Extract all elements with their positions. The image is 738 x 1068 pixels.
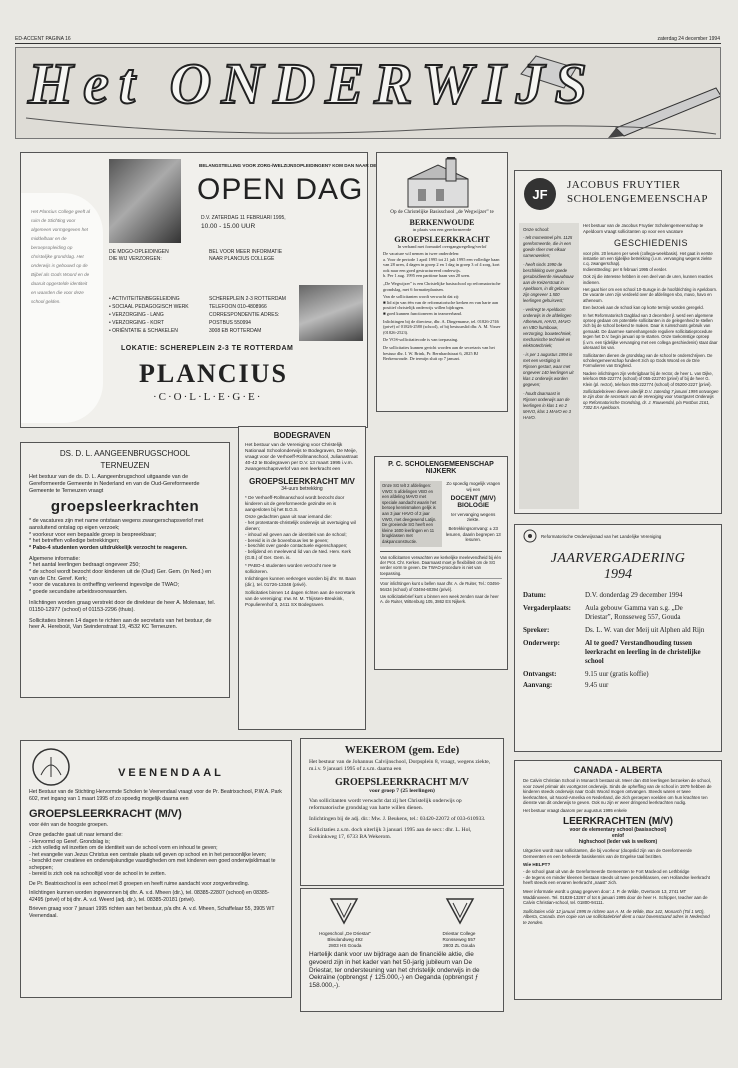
canada-help-label: Wie HELPT? xyxy=(523,862,551,868)
veenendaal-logo xyxy=(31,747,71,787)
veenendaal-heading: GROEPSLEERKRACHT (M/V) xyxy=(29,808,182,821)
wekerom-heading: GROEPSLEERKRACHT M/V xyxy=(335,777,469,788)
wekerom-body: Van sollicitanten wordt verwacht dat zij het Christelijk onderwijs op reformatorische grondslag van harte willen dienen. Inlichtingen bij de adj. dir.: Mw. J. Beukens, tel.: 03420-22072 of 033-610933. Sollicitaties z.s.m. doch uiterlijk 3 januari 1995 aan de secr.: dhr. L. Hol, Evekinkweg 17, 6733 BA Wekerom. xyxy=(309,798,486,840)
plancius-logo: PLANCIUS xyxy=(139,359,288,388)
berkenwoude-sub: in plaats van een gereformeerde xyxy=(412,227,472,232)
canada-heading: LEERKRACHTEN (M/V) xyxy=(563,815,673,827)
veenendaal-body: Onze gedachte gaat uit naar iemand die: - Hervormd op Geref. Grondslag is; - zich volledig wil inzetten om de identiteit van de school vorm en inhoud te geven; - het evangelie van Jezus Christus een centrale plaats wil geven op school en in het persoonlijke leven; - beschikt over creatieve en onderwijskundige vaardigheden om met kinderen een goed onderwijsklimaat te scheppen; - bereid is zich ook na schooltijd voor de school in te zetten. De Pr. Beatrixschool is een school met 8 groepen en heeft ruime aandacht voor zorgverbreding. Inlichtingen kunnen worden ingewonnen bij dhr. A. v.d. Mheen (dir.), tel. 08385-22807 (school) en 08385-42495 (privé) of bij dhr. A. v.d. Weerd (adj. dir.), tel. 08385-20181 (privé). Brieven graag voor 7 januari 1995 richten aan het bestuur, p/a dhr. A. v.d. Mheen, Schaffelaar 55, 3905 WT Veenendaal. xyxy=(29,832,276,919)
nijkerk-title1: P. C. SCHOLENGEMEENSCHAP xyxy=(388,461,494,468)
header-rule xyxy=(15,43,721,44)
plancius-info-right: BEL VOOR MEER INFORMATIE NAAR PLANCIUS COLLEGE xyxy=(209,249,283,262)
driestar-left-address: Hogeschool „De Driestar” Bleulandweg 492 2803 HS Gouda xyxy=(319,931,371,948)
canada-sub1: voor de elementary school (basisschool) xyxy=(569,826,667,833)
plancius-photo-bottom xyxy=(299,285,363,341)
nijkerk-right-col: Zo spoedig mogelijk vragen wij een DOCENT (M/V) BIOLOGIE ter vervanging wegens ziekte. Betrekkingsomvang: ± 23 lesuren, daarin begrepen 13 lesuren. xyxy=(445,481,501,543)
canada-request: Het bestuur vraagt daarom per augustus 1995 enkele xyxy=(523,807,627,813)
canada-info: Meer informatie wordt u graag gegeven door: J. P. de Wilde, Overtoom 13, 2741 MT Waddinxveen. Tel. 01828-13267 of tot 6 januari 1995 door de heer H. Schipper, teacher aan de Calvin Christian-school, tel. 01800-94111. xyxy=(523,888,708,906)
fruytier-intro: Het bestuur van de Jacobus Fruytier Scholengemeenschap te Apeldoorn vraagt sollicitanten op voor een vacature xyxy=(583,223,704,234)
canada-body1: Uitgezien wordt naar sollicitanten, die bij voorkeur (doopslid zijn van de Gereformeerde Gemeenten en een beheerde basiskennis van de Engelse taal bezitten. xyxy=(523,847,692,859)
canada-sub3: highschool (leder vak is welkom) xyxy=(578,838,658,845)
canada-intro: De Calvin Christian School in Monarch bestaat uit. Meer dan 450 leerlingen bezoeken de school, voor zowel primair als voortgezet onderwijs. Sinds de opheffing van de school in 1979 hebben de kinderen steeds onderwijs naar Gods Woord mogen ontvangen. Steeds waren er twee leerkrachten, uit Noord-Amerika en Nederland, die zich geroepen voelden om hun krachten ten dienste van dit onderwijs te geven. Ook nu zijn er weer dringend leerkrachten nodig. xyxy=(523,778,712,806)
bodegraven-body: * De Verhoeff-Rollmanschool wordt bezocht door kinderen uit de gereformeerde gezindte en is aangesloten bij het B.G.S. Onze gedachten gaan uit naar iemand die: - het protestants-christelijk onderwijs uit overtuiging wil dienen; - inhoud wil geven aan de identiteit van de school; - bereid is in de bovenbouw les te geven; - beschikt over goede contactuele eigenschappen; - belijdend en meelevend lid van de Ned. Herv. Kerk (G.B.) of Ger. Gem. is. * PABO-4 studenten worden verzocht mee te solliciteren. Inlichtingen kunnen verkregen worden bij dhr. W. Baan (dir.), tel. 01726-13348 (privé). Sollicitaties binnen 14 dagen richten aan de secretaris van de vereniging: mw. M. M. Thijssen-Breukink, Populierenhof 3, 2411 SX Bodegraven. xyxy=(245,495,357,607)
aangeenbrug-intro: Het bestuur van de ds. D. L. Aangeenbrugschool uitgaande van de Gereformeerde Gemeente in Nederland en van de Oud-Gereformeerde Gemeente te Terneuzen vraagt xyxy=(29,474,200,494)
plancius-time: 10.00 - 15.00 UUR xyxy=(201,223,256,230)
driestar-ad xyxy=(300,888,504,1012)
jaarvergadering-org-row xyxy=(523,529,713,543)
wekerom-intro: Het bestuur van de Johannus Calvijnschool, Dorpsplein 8, vraagt, wegens ziekte, m.i.v. 9 januari 1995 of z.s.m. daarna een xyxy=(309,759,491,772)
page-header-date: zaterdag 24 december 1994 xyxy=(657,36,720,42)
canada-closing: Sollicitaties vóór 12 januari 1995 te richten aan A. M. de Wilde, Box 142, Monarch (Tol 1 MO), Alberta, Canada. Een copie van uw sollicitatiebrief dient u naar bovenstaand adres in Nederland te zenden. xyxy=(523,908,710,925)
fruytier-side-label: Onze school: xyxy=(523,227,550,232)
svg-text:JF: JF xyxy=(532,187,548,202)
plancius-side-panel xyxy=(21,193,103,423)
berkenwoude-intro: Op de Christelijke Basisschool „de Wegwijzer” te xyxy=(390,209,494,215)
jaarvergadering-table: Datum: D.V. donderdag 29 december 1994 Vergaderplaats: Aula gebouw Gamma van s.g. „De Driestar”, Ronsseweg 557, Gouda Spreker: Ds. L. W. van der Meij uit Alphen ald Rijn Onderwerp: Al te goed? Verstandhouding tussen leerkracht en leerling in de christelijke school Ontvangst: 9.15 uur (gratis koffie) Aanvang: 9.45 uur xyxy=(523,591,705,689)
fruytier-body: voor plm. 20 lesuren per week (collega-weekbasis). Het gaat in eerste instantie om een tijdelijke betrekking (i.v.m. vervanging wegens ziekte c.q. zwangerschap). Indiensttreding: per 6 februari 1995 of eerder. Ook zij die interesse hebben in een deel van de uren, kunnen reacties indienen. Het gaat hier om een school 10-Suruge in de hoofdrichting in Apeldoorn. De vacante uren zijn verdeeld over de afdelingen vbo, mavo, havo en atheneum. Een bezoek aan de school kan op korte termijn worden geregeld. In het Reformatorisch Dagblad van 3 december jl. werd een algemene oproep gedaan om potentiële sollicitanten in de gelegenheid te stellen zich bij de school bekend te maken. Daar is ruimschoots gebruik van gemaakt. De daarmee samenhangende reguliere sollicitatieprocedure tegen het D.V. begin januari op te starten. Onze toekomstige oproep (i.v.m. een tijdelijke vervanging met een collega geschiedenis) staat daar uiteraard los van. Sollicitanten dienen de grondslag van de school te onderschrijven. De scholengemeenschap fundeert zich op Gods Woord en de Drie Formulieren van Enigheid. Nadere inlichtingen zijn verkrijgbaar bij de rector, de heer L. van Dijke, telefoon 055-222774 (school) of 055-222740 (privé) of bij de heer G. Klein (pl. rector), telefoon 055-222774 (school) of 05200-2227 (privé). Sollicitatiebrieven dienen uiterlijk D.V. zaterdag 7 januari 1995 ontvangen te zijn door de secretaris van de Vereniging voor Voortgezet Onderwijs op Reformatorische Grondslag, dr. J. Rouwendal, p/a Postbus 2161, 7302 EA Apeldoorn. xyxy=(583,250,719,411)
canada-list: - de school gaat uit van de Gereformeerde Gemeenten te Fort Macleod en Lethbridge - de tegens en minder kleenen bestaan steeds uit twee pendelklassen, een Hollandse leerkracht heeft steeds een ervaren leerkracht „naast” zich. xyxy=(523,869,710,886)
jaarvergadering-year: 1994 xyxy=(604,567,632,582)
aangeenbrug-list: * de vacatures zijn met name ontstaan wegens zwangerschapsverlof met aansluitend ontslag op eigen verzoek; * voorkeur voor een bepaalde groep is bespreekbaar; * het betreffen volledige betrekkingen; * Pabo-4 studenten worden uitdrukkelijk verzocht te reageren. xyxy=(29,518,204,552)
berkenwoude-sub2: In verband met formatiel overgangsregeling/verlof xyxy=(397,244,487,249)
jaarvergadering-org: Reformatorische Onderwijsraad van het Landelijke Vereniging xyxy=(541,533,662,539)
plancius-info-left: DE MDGO-OPLEIDINGEN DIE WIJ VERZORGEN: xyxy=(109,249,169,262)
driestar-right-address: Driestar College Ronsseweg 557 2803 ZL Gouda xyxy=(442,931,476,948)
masthead-title: Het ONDERWIJS xyxy=(28,51,597,116)
canada-sub2: en/of xyxy=(612,832,624,839)
veenendaal-ad xyxy=(20,740,292,998)
bodegraven-ad xyxy=(238,426,366,730)
wekerom-ad xyxy=(300,738,504,886)
nijkerk-left-col: Onze SG telt 2 afdelingen: VWO: 5 afdelingen VBO en een afdeling MAVO met speciale aandacht waarin het beroep kennismaken gelijk is aan 3 jaar HAVO of 2 jaar VWO, met deegewend Latijn. De groeiende SG heeft een kleine 1600 leerlingen en 11 brugklassen met dakpanconstructie. xyxy=(380,481,442,547)
veenendaal-intro: Het Bestuur van de Stichting Hervormde Scholen te Veenendaal vraagt voor de Pr. Beatrixschool, P.W.A. Park 602, met ingang van 1 maart 1995 of zo spoedig mogelijk daarna een xyxy=(29,789,282,802)
fruytier-name1: JACOBUS FRUYTIER xyxy=(567,179,681,191)
canada-title: CANADA - ALBERTA xyxy=(573,765,663,775)
canada-ad xyxy=(514,760,722,1000)
nijkerk-heading: DOCENT (M/V) BIOLOGIE xyxy=(450,495,496,510)
page-header-left: ED-ACCENT PAGINA 16 xyxy=(15,36,71,42)
fruytier-name2: SCHOLENGEMEENSCHAP xyxy=(567,193,709,205)
plancius-logo-sub: ·C·O·L·L·E·G·E· xyxy=(153,391,263,403)
driestar-college-logo xyxy=(445,895,475,925)
jaarvergadering-ad xyxy=(514,524,722,752)
aangeenbrug-general: Algemene informatie: xyxy=(29,555,80,562)
fruytier-main xyxy=(583,223,719,411)
berkenwoude-title: GROEPSLEERKRACHT xyxy=(394,234,490,244)
plancius-side-text: Het Plancius College geeft al ruim de Stichting voor algemeen vormgegeven het middelbaar en de beroepsopleiding op christelijke grondslag. Het onderwijs is gebouwd op de Bijbel als Gods Woord en de daaruit opgestelde identiteit en waarden die voor deze school gelden. xyxy=(31,209,90,304)
plancius-courses: • ACTIVITEITENBEGELEIDING • SOCIAAL PEDAGOGISCH WERK • VERZORGING - LANG • VERZORGING - KORT • ORIËNTATIE & SCHAKELEN xyxy=(109,296,189,334)
driestar-hogeschool-logo xyxy=(329,895,359,925)
church-drawing xyxy=(402,157,482,209)
wekerom-sub: voor groep 7 (25 leerlingen) xyxy=(369,788,435,794)
fruytier-side-list: - telt momenteel plm. 1125 gereformeerde, die in een goede sfeer met elkaar samenwerken; - heeft sinds 1990 de beschikking over goede gesubsidieerde nieuwbouw aan de Keizerstraat in Apeldoorn, in dit gebouw zijn ongeveer 1.500 leerlingen gehuisvest; - verkregt te Apeldoorn onderwijs in de afdelingen Atheneum, HAVO, MAVO en VBO humbouw, verzorging, bouwtechniek, mechanische techniek en elektrotechniek; - is per 1 augustus 1994 in met een vestiging in Rijssen gestart, waar met ongeveer 140 leerlingen uit klas 1 onderwijs worden gegeven; - houdt daarnaast in Rijssen onderwijs aan de leerlingen in klas 1 en 2 MAVO, klas 1 MAVO en 3 HAVO. xyxy=(523,235,574,421)
fruytier-logo xyxy=(523,177,557,211)
aangeenbrug-closing: Sollicitaties binnen 14 dagen te richten aan de secretaris van het bestuur, de heer A. Hereboút, Van Swindenstraat 19, 4532 KC Terneuzen. xyxy=(29,617,212,631)
plancius-ad xyxy=(20,152,377,428)
aangeenbrug-title1: DS. D. L. AANGEENBRUGSCHOOL xyxy=(59,449,191,458)
aangeenbrug-heading: groepsleerkrachten xyxy=(50,498,200,515)
plancius-tagline: BELANGSTELLING VOOR ZORG-/WELZIJNSOPLEIDINGEN? KOM DAN NAAR DE xyxy=(199,163,377,168)
plancius-location: LOKATIE: SCHEREPLEIN 2-3 TE ROTTERDAM xyxy=(121,345,294,352)
fruytier-sidebar xyxy=(519,223,579,509)
bodegraven-title: BODEGRAVEN xyxy=(273,431,331,440)
berkenwoude-body: De vacature wil nemen in twee onderdelen: a. Voor de periode 1 april 1995 tot 21 juli 1995 een volledige baan van 28 uren, 4 dagen in groep 2 en 1 dag in groep 3 of 4 zorg, kort ook naar een goed gestructureerd onderwijs. b. Per 1 aug. 1995 een parttime baan van 20 uren. „De Wegwijzer” is een Christelijke basisschool op reformatorische grondslag, met 6 formatieplaatsen. Van de sollicitanten wordt verwacht dat zij: ■ lid zijn van één van de reformatorische kerken en van harte aan positief christelijk onderwijs willen bijdragen. ■ goed kunnen functioneren in teamverband. Inlichtingen bij de directeur, dhr. A. Dingemanse, tel. 01826-2746 (privé) of 01826-2580 (school), of bij bestuurslid dhr. A. M. Visser (01826-2523). De VOS-sollicitatiecode is van toepassing. De sollicitaties kunnen gericht worden aan de secretaris van het bestuur dhr. I. W. Brink, Pr. Bernhardstraat 6, 2825 BJ Berkenwoude. De termijn sluit op 7 januari. xyxy=(383,251,501,362)
veenendaal-sub: voor één van de hoogste groepen. xyxy=(29,822,109,829)
nijkerk-ad xyxy=(374,456,508,670)
aangeenbrug-title2: TERNEUZEN xyxy=(100,461,150,470)
fruytier-ad xyxy=(514,170,722,514)
driestar-body: Hartelijk dank voor uw bijdrage aan de financiële aktie, die gevoerd zijn in het kader van het 50-jarig jubileum van De Driestar, ter ondersteuning van het christelijk onderwijs in de Oekraïne (opbrengst ƒ 125.000,-) en Oeganda (opbrengst ƒ 158.000,-). xyxy=(309,951,480,990)
bodegraven-intro: Het bestuur van de Vereniging voor Christelijk Nationaal Schoolonderwijs te Bodegraven, De Meije, vraagt voor de Verhoeff-Rollmanschool, Julianastraat 40-42 te Bodegraven per D.V. 13 maart 1995 i.v.m. zwangerschapsverlof van een leerkracht een xyxy=(245,443,358,472)
plancius-date: D.V. ZATERDAG 11 FEBRUARI 1995, xyxy=(201,215,286,221)
berkenwoude-ad xyxy=(376,152,508,412)
wekerom-title: WEKEROM (gem. Ede) xyxy=(344,744,460,756)
nijkerk-body: Van sollicitanten verwachten we kerkelijke meelevendheid bij één der Prot. Chr. Kerken. Daarnaast moet je flexibiliteit om de SG verder vorm te geven. De TWAO-procedure is niet van toepassing. Voor inlichtingen kunt u bellen naar dhr. A. de Ruiter, Tel.: 03494-56434 (school) of 03494-60394 (privé). Uw sollicitatiebrief kunt u binnen een week zenden naar de heer A. de Ruiter, Wittenburg 105, 3862 ES Nijkerk. xyxy=(380,551,502,605)
bodegraven-sub: 34-uurs betrekking xyxy=(281,486,323,492)
nijkerk-title2: NIJKERK xyxy=(425,468,457,475)
fruytier-header xyxy=(519,177,717,211)
bodegraven-heading: GROEPSLEERKRACHT M/V xyxy=(249,477,355,486)
nijkerk-columns xyxy=(380,481,502,547)
plancius-title: OPEN DAG xyxy=(197,173,364,206)
fruytier-heading: GESCHIEDENIS xyxy=(613,237,688,248)
plancius-contacts: SCHEREPLEIN 2-3 ROTTERDAM TELEFOON 010-4808966 CORRESPONDENTIE ADRES: POSTBUS 550994 3008 EB ROTTERDAM xyxy=(209,296,286,334)
veenendaal-title: VEENENDAAL xyxy=(118,767,224,779)
berkenwoude-place: BERKENWOUDE xyxy=(409,218,475,227)
plancius-photo-top xyxy=(109,159,181,243)
ror-logo-icon xyxy=(523,529,537,543)
aangeenbrug-ad xyxy=(20,442,230,698)
aangeenbrug-info: Inlichtingen worden graag verstrekt door de direkteur de heer A. Molenaar, tel. 01150-12977 (school) of 01153-2296 (thuis). xyxy=(29,599,216,613)
jaarvergadering-title: JAARVERGADERING xyxy=(550,551,686,566)
masthead xyxy=(15,47,721,139)
aangeenbrug-list2: * het aantal leerlingen bedraagt ongeveer 250; * de school wordt bezocht door kinderen uit de (Oud) Ger. Gem. (in Ned.) en van de Chr. Geref. Kerk; * voor de vacatures is ontheffing verleend ingevolge de TWAO; * goede secundaire arbeidsvoorwaarden. xyxy=(29,561,212,596)
